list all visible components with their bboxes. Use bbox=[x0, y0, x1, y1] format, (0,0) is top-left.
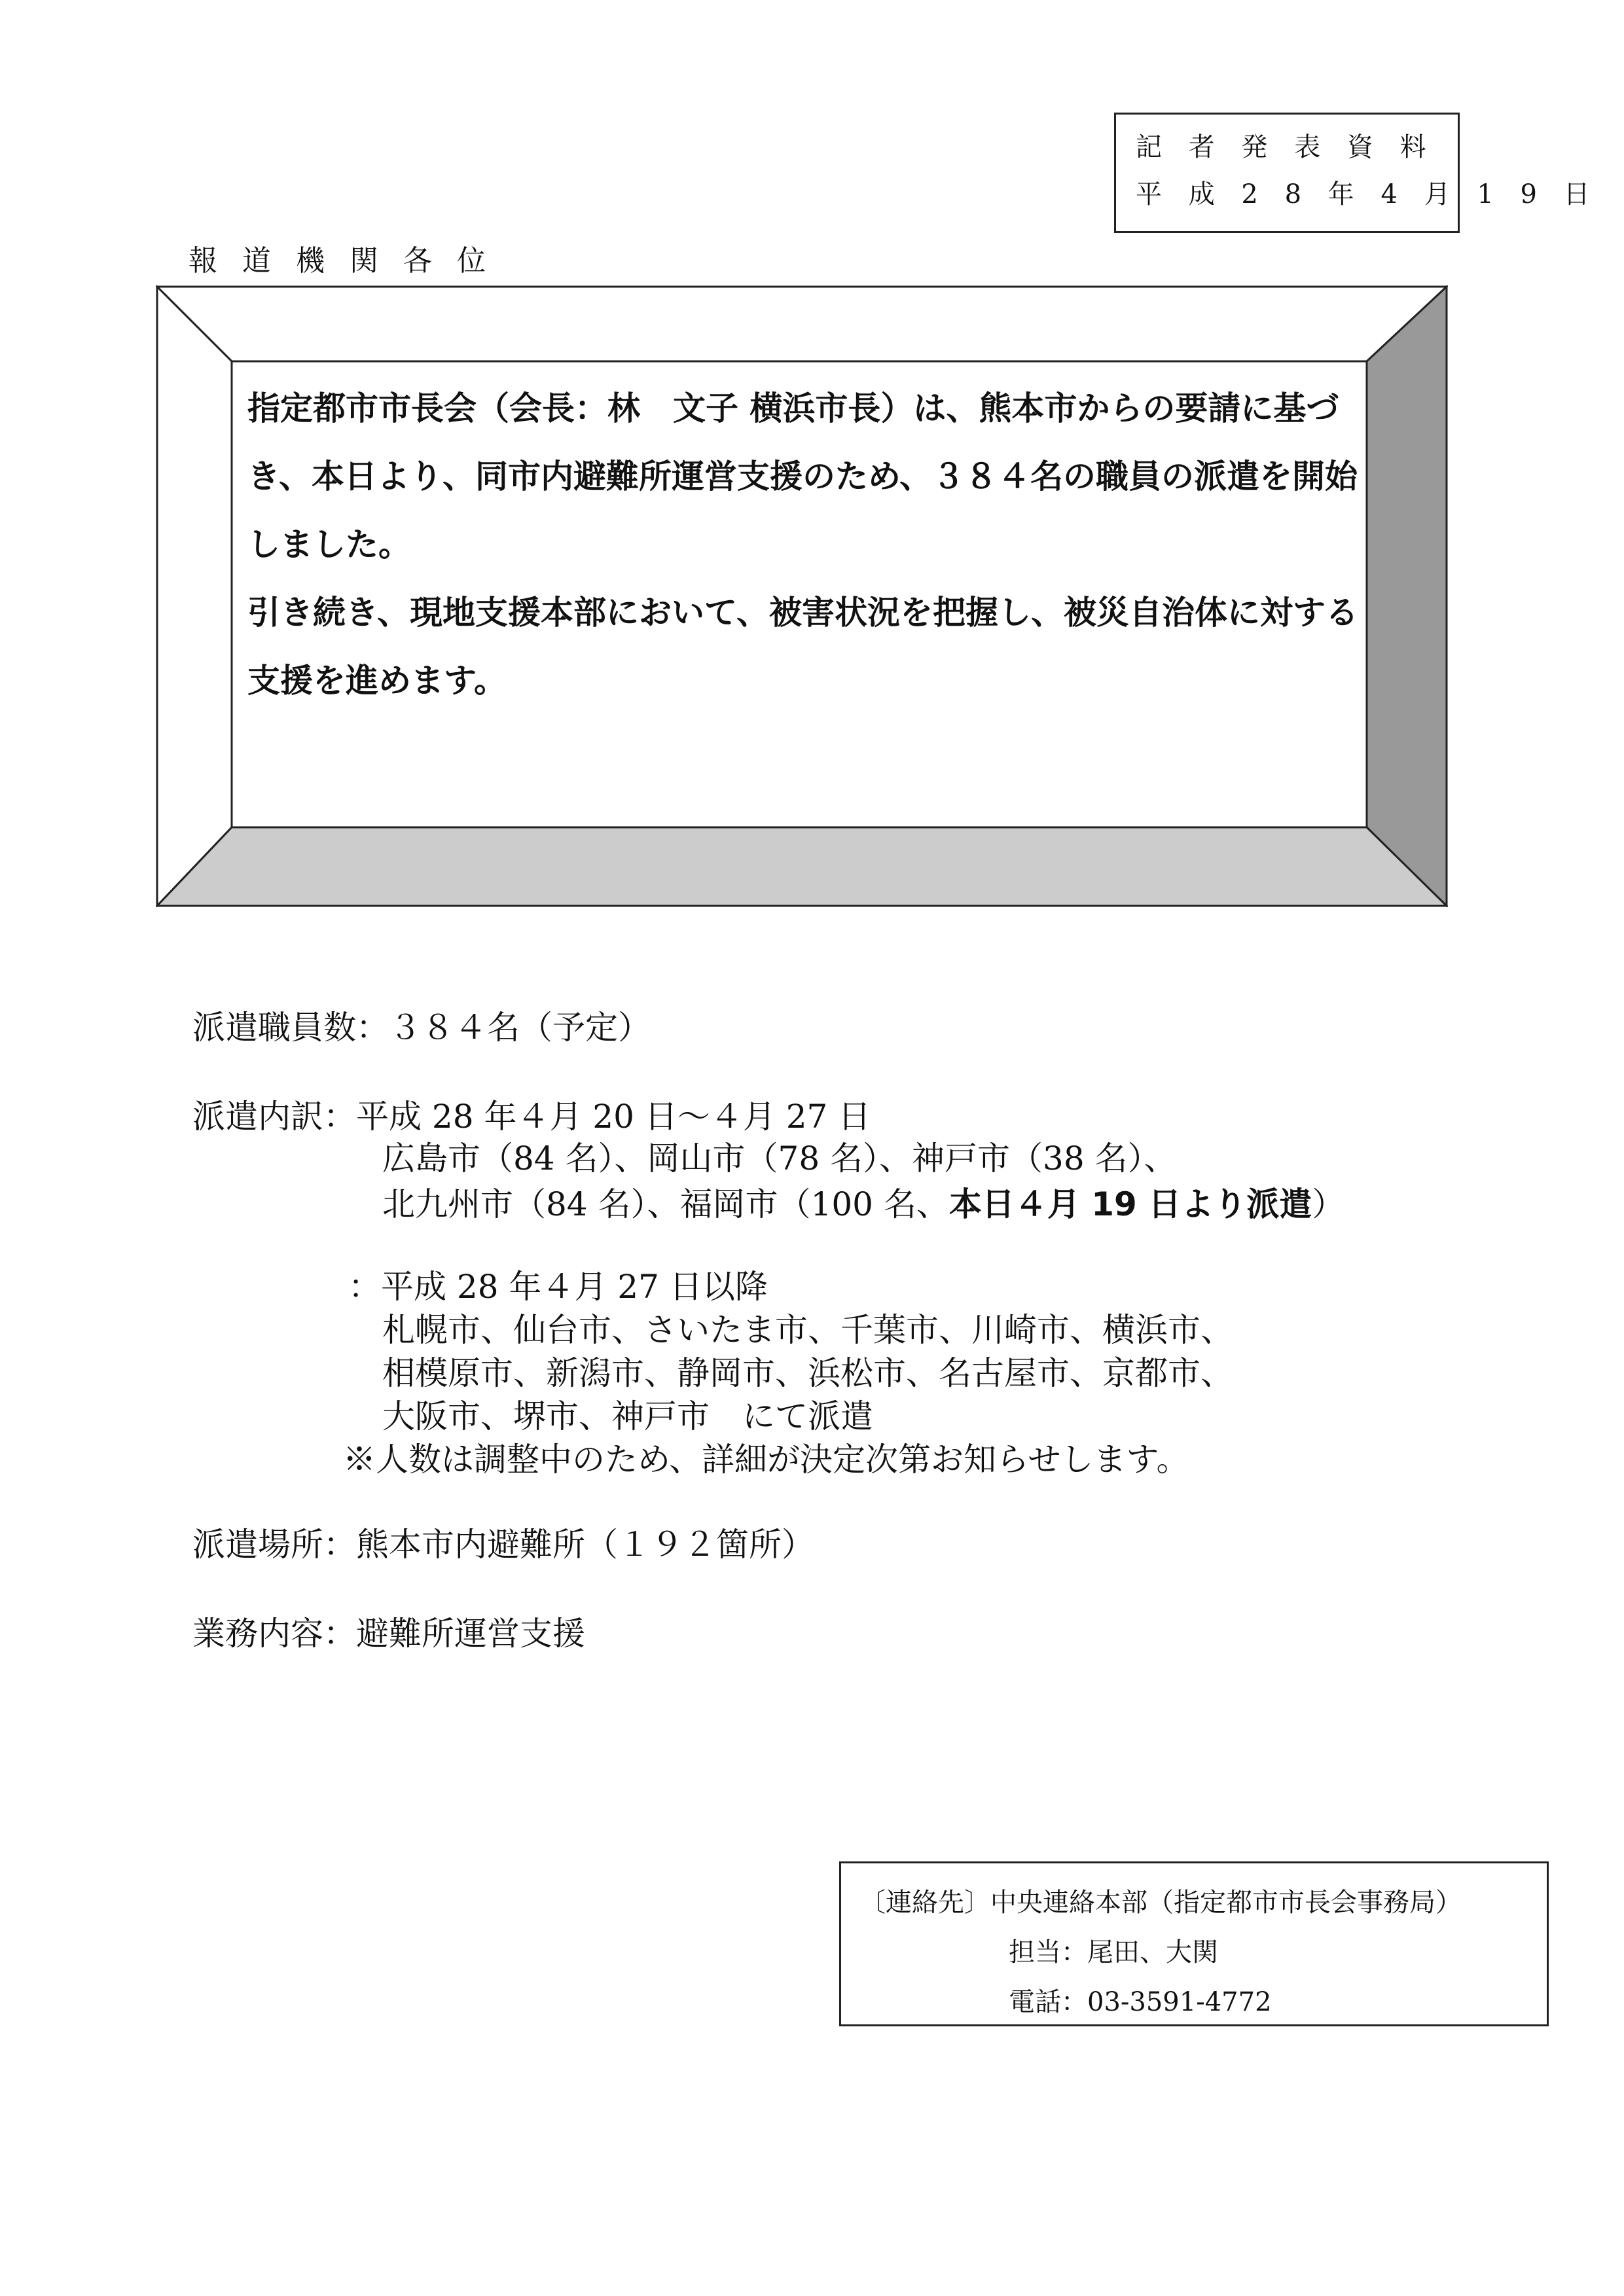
contact-box bbox=[839, 1861, 1549, 2026]
contact-person: 担当：尾田、大関 bbox=[1009, 1937, 1218, 1967]
duties-value: 避難所運営支援 bbox=[356, 1615, 585, 1653]
period1-cities-suffix: ） bbox=[1312, 1185, 1345, 1223]
period1-cities-emphasis: 本日４月 19 日より派遣 bbox=[948, 1185, 1312, 1223]
staff-count-row bbox=[192, 1001, 651, 1049]
press-release-label: 記 者 発 表 資 料 bbox=[1136, 132, 1435, 162]
period2-cities-line-2: 相模原市、新潟市、静岡市、浜松市、名古屋市、京都市、 bbox=[382, 1354, 1233, 1392]
bevel-bottom bbox=[157, 827, 1447, 906]
staff-count-label: 派遣職員数： bbox=[192, 1009, 389, 1047]
press-release-date: 平 成 2 8 年 4 月 1 9 日 bbox=[1136, 179, 1599, 209]
adjustment-note: ※人数は調整中のため、詳細が決定次第お知らせします。 bbox=[343, 1441, 1189, 1479]
period1-cities-line-1: 広島市（84 名）、岡山市（78 名）、神戸市（38 名）、 bbox=[382, 1139, 1177, 1177]
period2-cities-line-3: 大阪市、堺市、神戸市 にて派遣 bbox=[382, 1397, 873, 1435]
period1-cities-line-2 bbox=[382, 1178, 1344, 1225]
bevel-left bbox=[157, 287, 232, 906]
headline-paragraph-2: 引き続き、現地支援本部において、被害状況を把握し、被災自治体に対する支援を進めます。 bbox=[247, 594, 1358, 700]
bevel-top bbox=[157, 287, 1447, 361]
breakdown-period-1: 平成 28 年４月 20 日～４月 27 日 bbox=[356, 1098, 871, 1136]
period1-cities-prefix: 北九州市（84 名）、福岡市（100 名、 bbox=[382, 1185, 949, 1223]
period2-cities-line-1: 札幌市、仙台市、さいたま市、千葉市、川崎市、横浜市、 bbox=[382, 1311, 1233, 1349]
breakdown-label: 派遣内訳： bbox=[192, 1098, 356, 1136]
breakdown-period-2: ：平成 28 年４月 27 日以降 bbox=[348, 1268, 768, 1306]
bevel-right bbox=[1367, 287, 1447, 906]
contact-phone: 電話：03-3591-4772 bbox=[1009, 1987, 1272, 2017]
headline-text bbox=[247, 374, 1360, 715]
press-release-box bbox=[1114, 113, 1599, 233]
recipients: 報道機関各位 bbox=[189, 244, 511, 278]
location-label: 派遣場所： bbox=[192, 1526, 356, 1564]
duties-row bbox=[192, 1607, 585, 1655]
contact-line-1: 〔連絡先〕中央連絡本部（指定都市市長会事務局） bbox=[859, 1888, 1462, 1918]
breakdown-row bbox=[192, 1090, 871, 1138]
staff-count-value: ３８４名（予定） bbox=[389, 1009, 651, 1047]
headline-paragraph-1: 指定都市市長会（会長：林 文子 横浜市長）は、熊本市からの要請に基づき、本日より、同市内避難所運営支援のため、３８４名の職員の派遣を開始しました。 bbox=[247, 389, 1358, 564]
location-row bbox=[192, 1518, 814, 1566]
duties-label: 業務内容： bbox=[192, 1615, 356, 1653]
location-value: 熊本市内避難所（１９２箇所） bbox=[356, 1526, 814, 1564]
